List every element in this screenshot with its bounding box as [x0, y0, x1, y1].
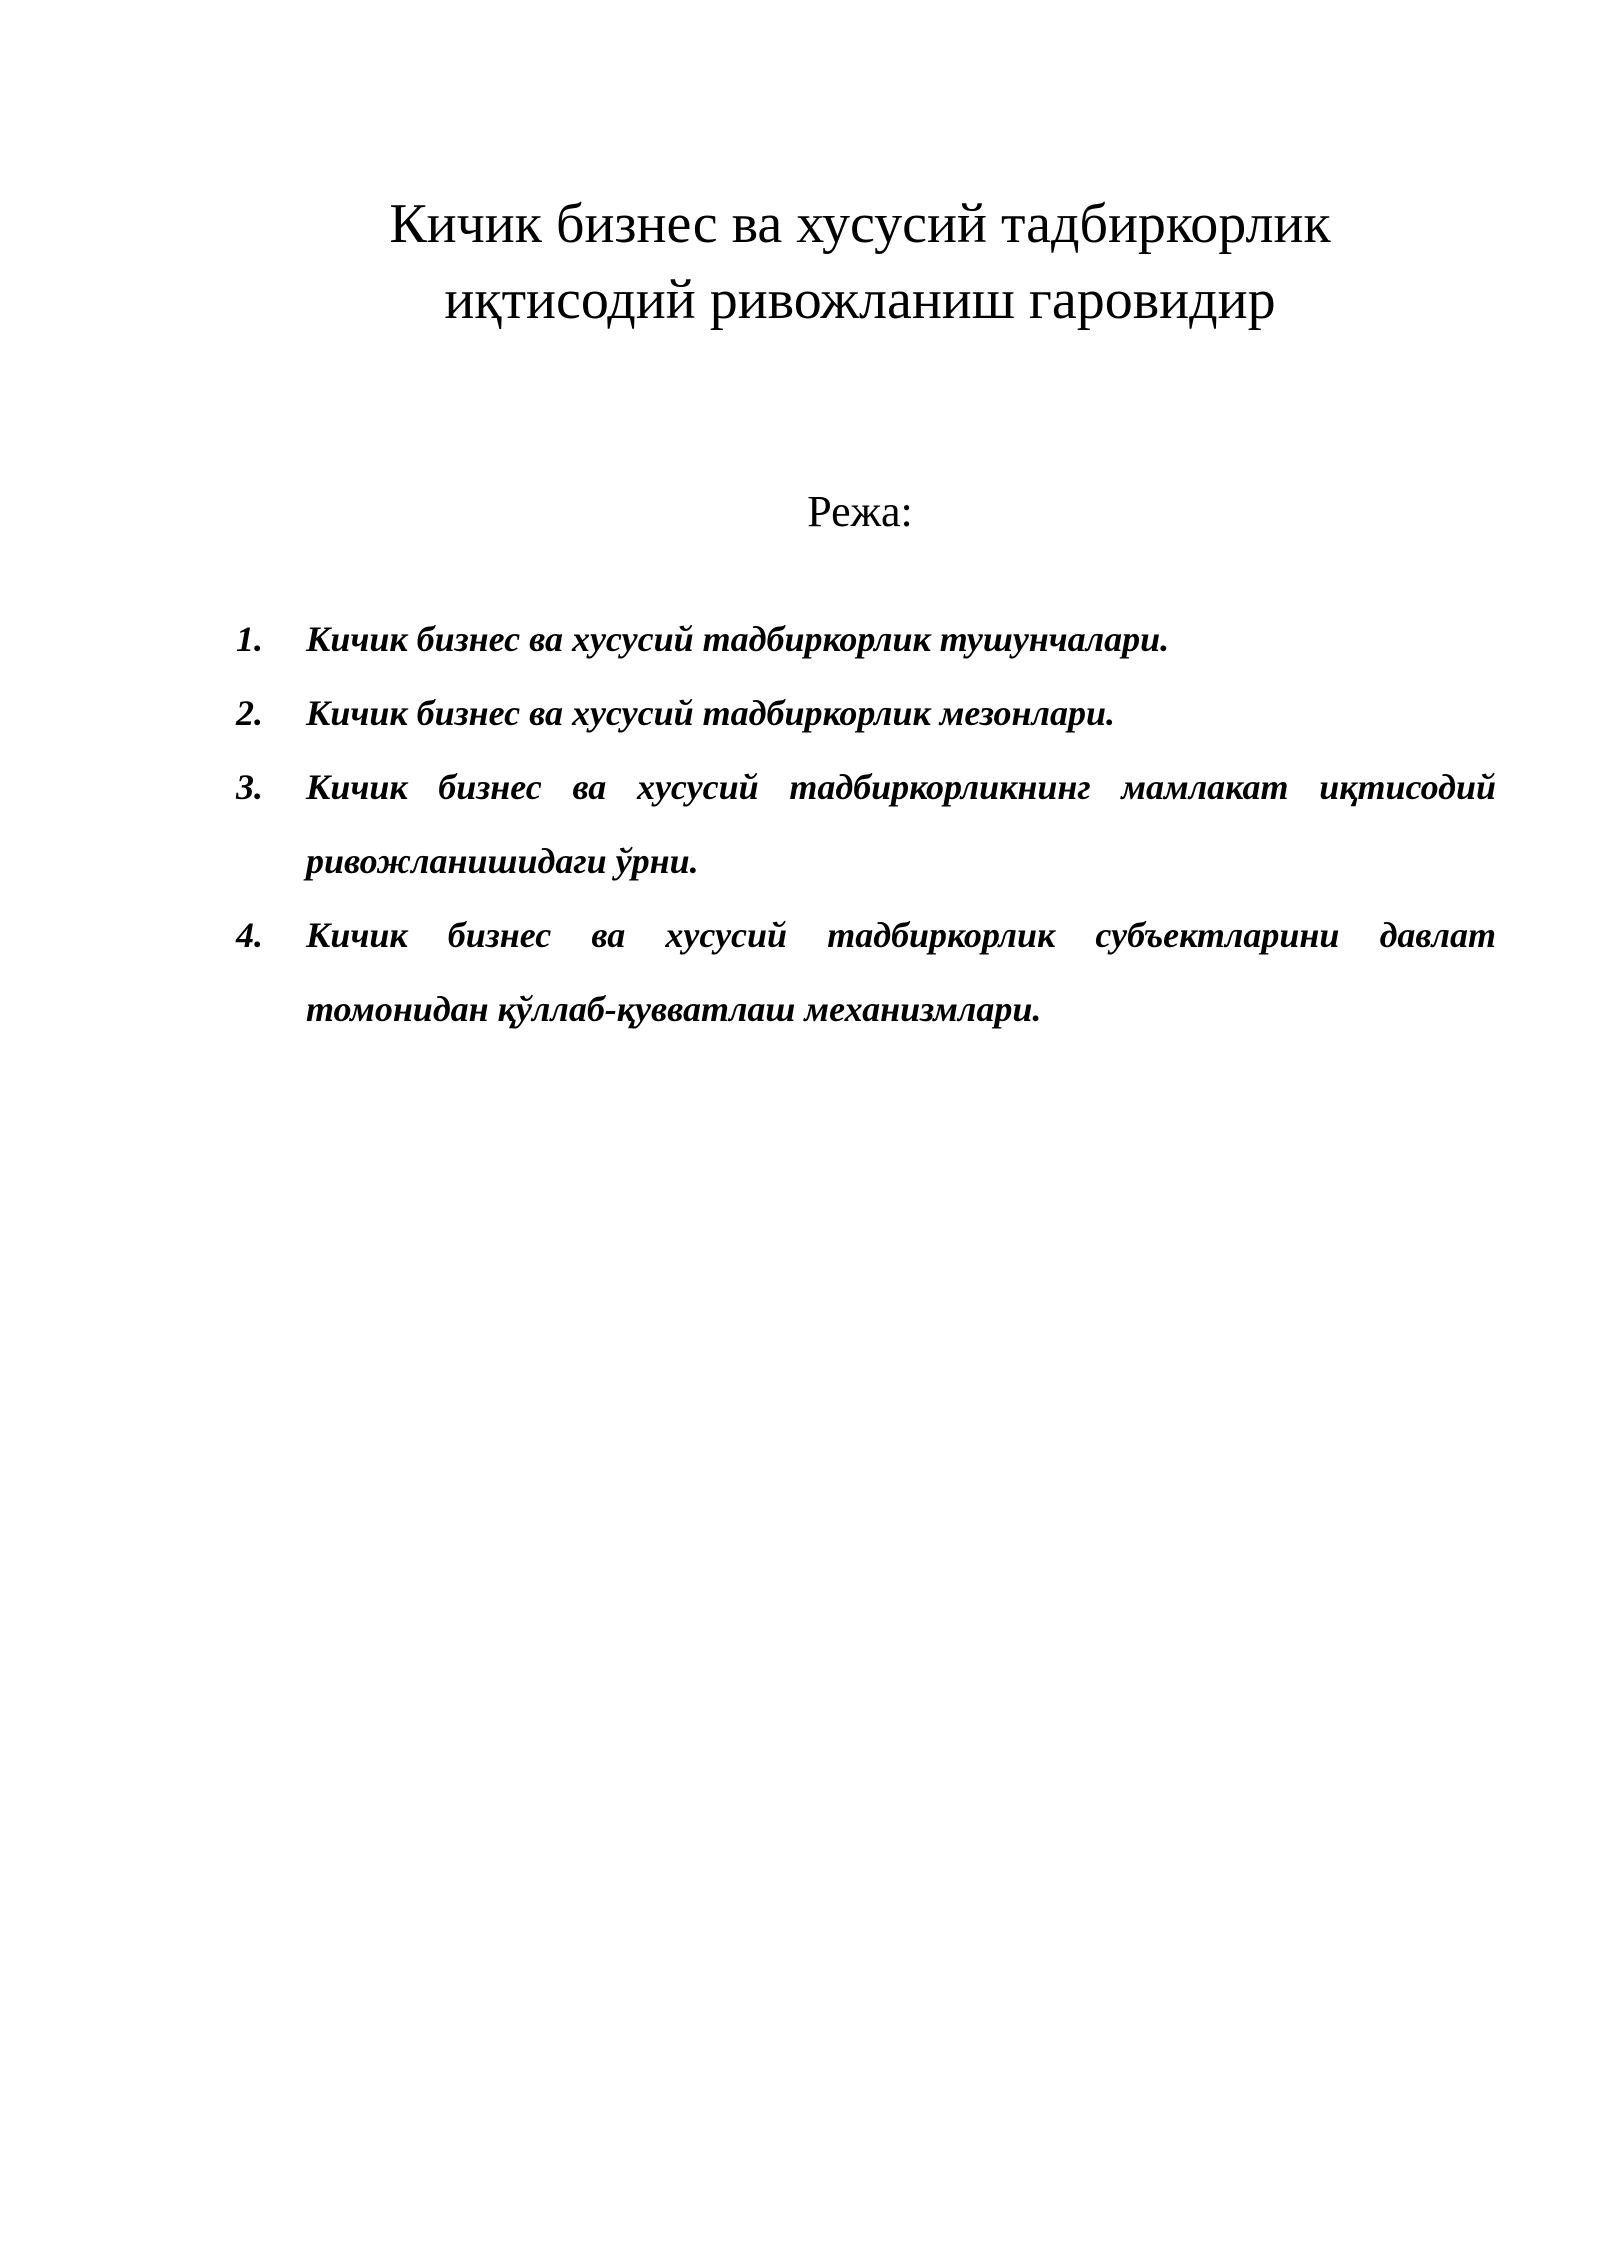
document-title-line-2: иқтисодий ривожланиш гаровидир — [444, 268, 1276, 331]
plan-item-number: 1. — [236, 619, 263, 659]
plan-item-number: 2. — [236, 693, 263, 733]
plan-item-number: 4. — [236, 915, 263, 955]
plan-item-4 — [236, 898, 1496, 1046]
plan-item-2 — [236, 676, 1496, 750]
plan-item-1 — [236, 602, 1496, 676]
plan-item-text: Кичик бизнес ва хусусий тадбиркорлик тушунчалари. — [306, 619, 1170, 659]
plan-item-text: Кичик бизнес ва хусусий тадбиркорликнинг мамлакат иқтисодий ривожланишидаги ўрни. — [306, 767, 1496, 881]
plan-list — [236, 602, 1496, 1046]
plan-item-text: Кичик бизнес ва хусусий тадбиркорлик субъектларини давлат томонидан қўллаб-қувватлаш механизмлари. — [306, 915, 1496, 1029]
plan-heading: Режа: — [807, 487, 913, 536]
document-title-line-1: Кичик бизнес ва хусусий тадбиркорлик — [389, 192, 1331, 255]
plan-item-3 — [236, 750, 1496, 898]
plan-item-number: 3. — [236, 767, 263, 807]
document-title — [250, 186, 1470, 338]
plan-item-text: Кичик бизнес ва хусусий тадбиркорлик мезонлари. — [306, 693, 1115, 733]
